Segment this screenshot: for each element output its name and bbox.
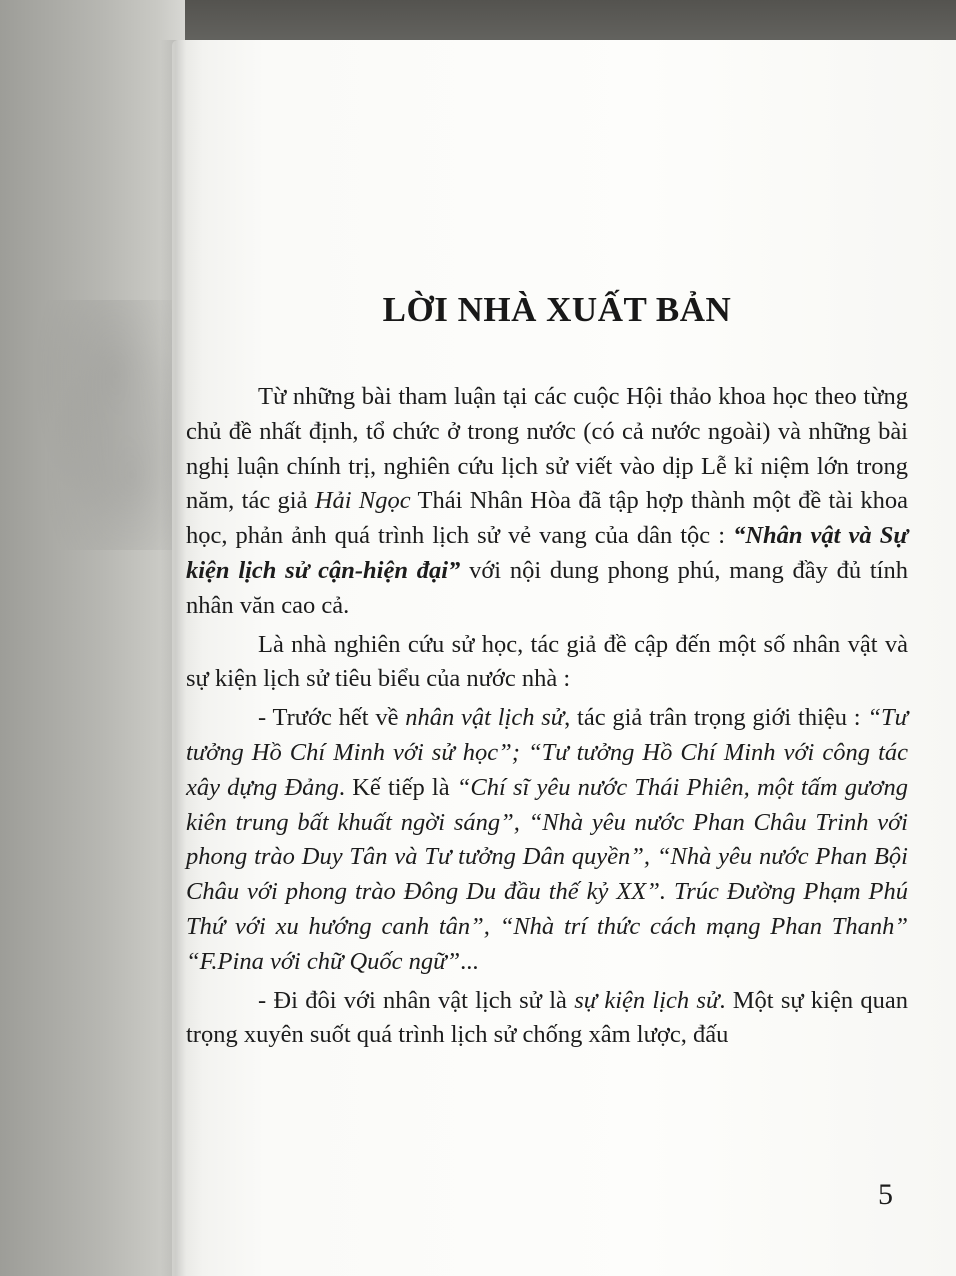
emphasis-run: “Chí sĩ yêu nước Thái Phiên, một tấm gương kiên trung bất khuất ngời sáng”, “Nhà yêu nước Phan Châu Trinh với phong trào Duy Tân và Tư tưởng Dân quyền”, “Nhà yêu nước Phan Bội Châu với phong trào Đông Du đầu thế kỷ XX”. Trúc Đường Phạm Phú Thứ với xu hướng canh tân”, “Nhà trí thức cách mạng Phan Thanh” “F.Pina với chữ Quốc ngữ”	[186, 773, 908, 975]
text-run: ...	[460, 947, 479, 975]
page-content	[186, 290, 908, 1057]
body-text	[186, 380, 908, 1053]
text-run: với nội dung phong phú, mang đầy đủ tính nhân văn cao cả.	[186, 556, 908, 619]
bleed-through-shadow	[20, 300, 180, 550]
text-run: Thái Nhân Hòa đã tập hợp thành một đề tài khoa học, phản ảnh quá trình lịch sử vẻ vang của dân tộc :	[186, 487, 908, 550]
text-run: . Một sự kiện quan trọng xuyên suốt quá trình lịch sử chống xâm lược, đấu	[186, 986, 908, 1049]
text-run: Từ những bài tham luận tại các cuộc Hội thảo khoa học theo từng chủ đề nhất định, tổ chức ở trong nước (có cả nước ngoài) và những bài nghị luận chính trị, nghiên cứu lịch sử viết vào dịp Lễ kỉ niệm lớn trong năm, tác giả	[186, 383, 908, 515]
facing-page	[0, 0, 185, 1276]
paragraph	[186, 628, 908, 698]
page-number: 5	[878, 1178, 893, 1211]
emphasis-run: sự kiện lịch sử	[574, 986, 720, 1014]
emphasis-run: “Tư tưởng Hồ Chí Minh với sử học”; “Tư tưởng Hồ Chí Minh với công tác xây dựng Đảng	[186, 704, 908, 801]
paragraph	[186, 984, 908, 1054]
page-gutter-shadow	[160, 40, 186, 1276]
paragraph	[186, 380, 908, 624]
emphasis-run: “Nhân vật và Sự kiện lịch sử cận-hiện đại”	[186, 522, 908, 584]
emphasis-run: nhân vật lịch sử	[405, 704, 565, 732]
page-title: LỜI NHÀ XUẤT BẢN	[382, 290, 732, 329]
emphasis-run: Hải Ngọc	[314, 487, 411, 515]
text-run: - Trước hết về	[258, 704, 406, 732]
text-run: - Đi đôi với nhân vật lịch sử là	[258, 986, 575, 1014]
paragraph	[186, 701, 908, 979]
text-run: Là nhà nghiên cứu sử học, tác giả đề cập đến một số nhân vật và sự kiện lịch sử tiêu biểu của nước nhà :	[186, 630, 908, 693]
text-run: . Kế tiếp là	[338, 773, 457, 801]
text-run: , tác giả trân trọng giới thiệu :	[564, 704, 868, 732]
